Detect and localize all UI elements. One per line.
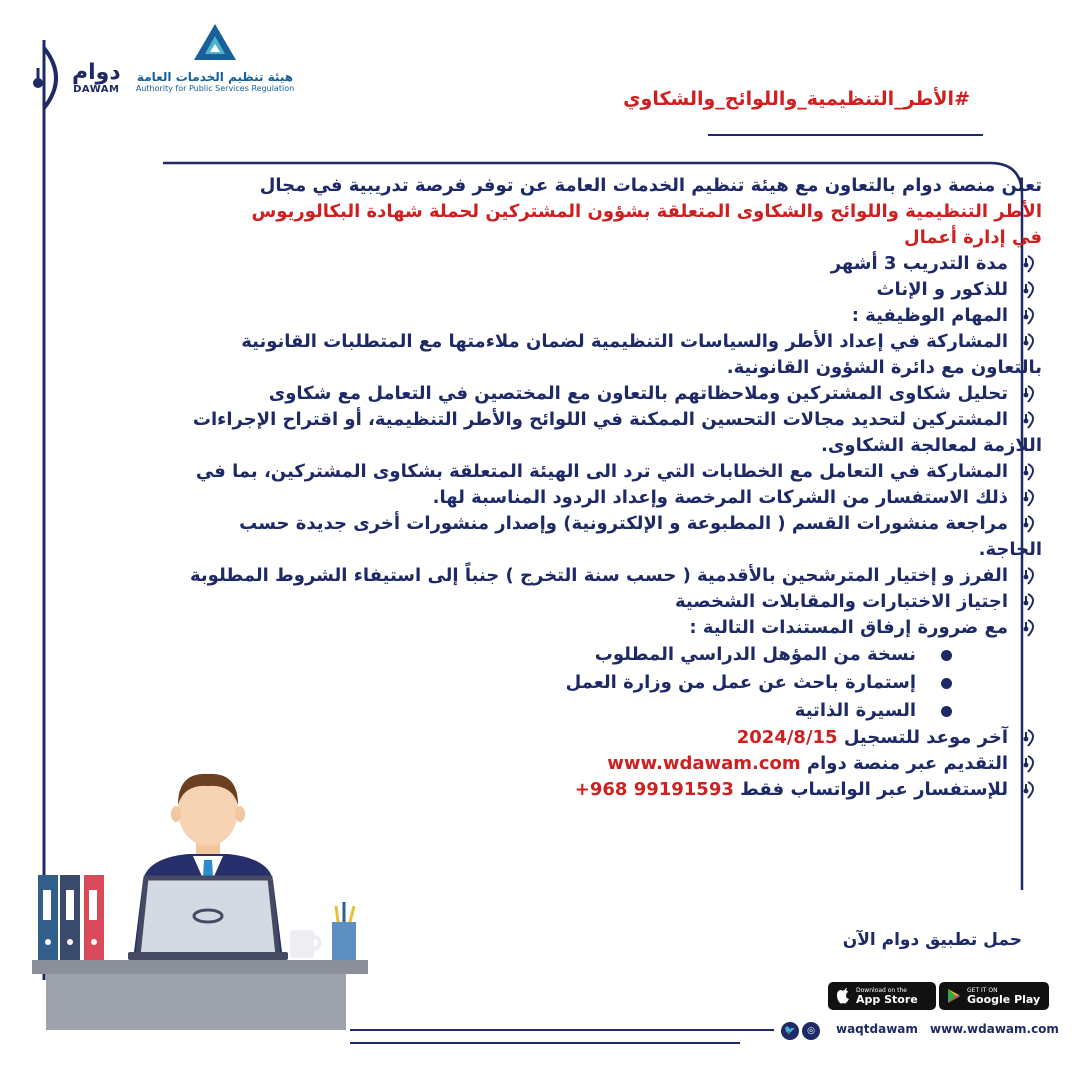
social-handle[interactable]: waqtdawam <box>836 1022 918 1036</box>
list-item <box>42 407 1042 433</box>
list-item-text: المشاركة في التعامل مع الخطابات التي ترد الى الهيئة المتعلقة بشكاوى المشتركين، بما في <box>195 461 1008 482</box>
list-item-text: الفرز و إختيار المترشحين بالأقدمية ( حسب سنة التخرج ) جنباً إلى استيفاء الشروط المطلوبة <box>190 565 1008 586</box>
list-item <box>42 485 1042 511</box>
dawam-bullet-icon <box>1020 279 1042 301</box>
google-play-button[interactable] <box>939 982 1049 1010</box>
dawam-bullet-icon <box>1020 305 1042 327</box>
app-store-small-text: Download on the <box>856 986 907 994</box>
whatsapp-number[interactable]: +968 99191593 <box>574 779 734 800</box>
footer-divider <box>350 1042 740 1044</box>
apply-link[interactable]: www.wdawam.com <box>607 753 801 774</box>
hashtag-heading: #الأطر_التنظيمية_واللوائح_والشكاوي <box>623 88 970 110</box>
dawam-bullet-icon <box>1020 461 1042 483</box>
list-item-text: المهام الوظيفية : <box>851 305 1008 326</box>
list-item-text: المشتركين لتحديد مجالات التحسين الممكنة في اللوائح والأطر التنظيمية، أو اقتراح الإجراءات <box>192 409 1008 430</box>
list-item-continuation <box>42 537 1042 563</box>
list-item-text: اجتياز الاختبارات والمقابلات الشخصية <box>674 591 1008 612</box>
document-item <box>42 669 952 697</box>
list-item-text: مدة التدريب 3 أشهر <box>830 253 1008 274</box>
dawam-bullet-icon <box>1020 779 1042 801</box>
deadline-date: 2024/8/15 <box>736 727 838 748</box>
dawam-bullet-icon <box>1020 487 1042 509</box>
google-play-big-text: Google Play <box>967 992 1041 1006</box>
list-item-continuation <box>42 433 1042 459</box>
deadline-item <box>42 725 1042 751</box>
dawam-bullet-icon <box>1020 383 1042 405</box>
intro-line-1: تعلن منصة دوام بالتعاون مع هيئة تنظيم الخدمات العامة عن توفر فرصة تدريبية في مجال <box>259 175 1042 196</box>
document-item <box>42 641 952 669</box>
dawam-bullet-icon <box>1020 331 1042 353</box>
list-item <box>42 251 1042 277</box>
list-item-text: مع ضرورة إرفاق المستندات التالية : <box>689 617 1008 638</box>
list-item-text: تحليل شكاوى المشتركين وملاحظاتهم بالتعاون مع المختصين في التعامل مع شكاوى <box>268 383 1008 404</box>
google-play-small-text: GET IT ON <box>967 986 998 994</box>
intro-line-3: في إدارة أعمال <box>903 227 1042 248</box>
documents-list <box>42 641 1042 725</box>
dawam-bullet-icon <box>1020 727 1042 749</box>
intro-line-2: الأطر التنظيمية واللوائح والشكاوى المتعلقة بشؤون المشتركين لحملة شهادة البكالوريوس <box>251 201 1042 222</box>
list-item-text: ذلك الاستفسار من الشركات المرخصة وإعداد الردود المناسبة لها. <box>432 487 1008 508</box>
contact-label: للإستفسار عبر الواتساب فقط <box>733 779 1008 800</box>
list-item-text: بالتعاون مع دائرة الشؤون القانونية. <box>726 357 1042 378</box>
bullet-dot-icon <box>941 678 952 689</box>
app-store-button[interactable] <box>828 982 936 1010</box>
app-store-big-text: App Store <box>856 992 918 1006</box>
dawam-bullet-icon <box>1020 753 1042 775</box>
dawam-bullet-icon <box>1020 591 1042 613</box>
list-item <box>42 511 1042 537</box>
apsr-logo-en: Authority for Public Services Regulation <box>135 84 295 93</box>
dawam-bullet-icon <box>1020 409 1042 431</box>
pencil-holder <box>332 922 356 960</box>
dawam-bullet-icon <box>1020 617 1042 639</box>
document-text: إستمارة باحث عن عمل من وزارة العمل <box>565 672 916 693</box>
google-play-icon <box>947 988 961 1004</box>
laptop <box>138 878 278 956</box>
list-item-text: للذكور و الإناث <box>876 279 1008 300</box>
list-item-text: المشاركة في إعداد الأطر والسياسات التنظيمية لضمان ملاءمتها مع المتطلبات القانونية <box>241 331 1008 352</box>
twitter-icon[interactable]: 🐦 <box>781 1022 799 1040</box>
office-worker-illustration <box>28 770 368 1030</box>
apple-icon <box>836 988 850 1004</box>
list-item <box>42 563 1042 589</box>
list-item <box>42 329 1042 355</box>
list-item <box>42 303 1042 329</box>
list-item <box>42 381 1042 407</box>
deadline-label: آخر موعد للتسجيل <box>837 727 1008 748</box>
list-item-text: الحاجة. <box>978 539 1042 560</box>
dawam-bullet-icon <box>1020 253 1042 275</box>
announcement-body <box>42 173 1042 803</box>
dawam-logo-en: DAWAM <box>73 84 120 95</box>
list-item-continuation <box>42 355 1042 381</box>
apply-label: التقديم عبر منصة دوام <box>800 753 1008 774</box>
cup <box>290 930 314 958</box>
dawam-bullet-icon <box>1020 565 1042 587</box>
document-text: السيرة الذاتية <box>794 700 916 721</box>
bullet-dot-icon <box>941 650 952 661</box>
list-item <box>42 459 1042 485</box>
footer-divider <box>350 1029 774 1031</box>
bullet-dot-icon <box>941 706 952 717</box>
document-text: نسخة من المؤهل الدراسي المطلوب <box>594 644 916 665</box>
desk <box>32 960 368 974</box>
requirements-list <box>42 251 1042 641</box>
dawam-logo-ar: دوام <box>72 60 121 85</box>
list-item <box>42 615 1042 641</box>
list-item-text: اللازمة لمعالجة الشكاوى. <box>821 435 1042 456</box>
list-item <box>42 589 1042 615</box>
list-item-text: مراجعة منشورات القسم ( المطبوعة و الإلكترونية) وإصدار منشورات أخرى جديدة حسب <box>239 513 1008 534</box>
website-link[interactable]: www.wdawam.com <box>930 1022 1059 1036</box>
list-item <box>42 277 1042 303</box>
document-item <box>42 697 952 725</box>
instagram-icon[interactable]: ◎ <box>802 1022 820 1040</box>
download-app-text: حمل تطبيق دوام الآن <box>842 930 1022 950</box>
apsr-logo-ar: هيئة تنظيم الخدمات العامة <box>136 70 294 84</box>
dawam-bullet-icon <box>1020 513 1042 535</box>
